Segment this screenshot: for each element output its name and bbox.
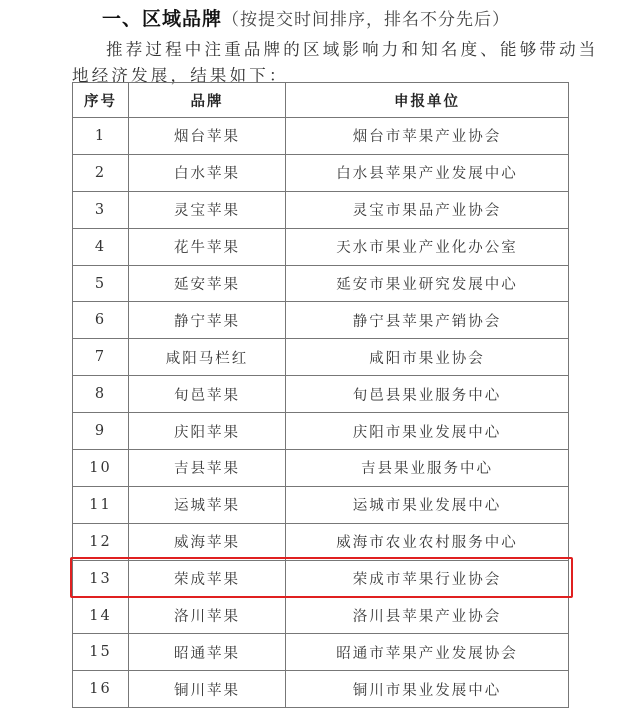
header-brand: 品牌 [129, 83, 286, 118]
cell-index: 2 [73, 154, 129, 191]
cell-brand: 白水苹果 [129, 154, 286, 191]
cell-brand: 花牛苹果 [129, 228, 286, 265]
cell-unit: 昭通市苹果产业发展协会 [286, 634, 569, 671]
table-row [73, 339, 569, 376]
section-title: 一、区域品牌 [102, 8, 223, 30]
cell-index: 3 [73, 191, 129, 228]
cell-index: 16 [73, 671, 129, 708]
cell-index: 15 [73, 634, 129, 671]
cell-index: 10 [73, 450, 129, 487]
cell-brand: 荣成苹果 [129, 560, 286, 597]
cell-brand: 烟台苹果 [129, 118, 286, 155]
cell-brand: 旬邑苹果 [129, 376, 286, 413]
table-row [73, 228, 569, 265]
cell-unit: 洛川县苹果产业协会 [286, 597, 569, 634]
cell-brand: 静宁苹果 [129, 302, 286, 339]
cell-index: 4 [73, 228, 129, 265]
header-unit: 申报单位 [286, 83, 569, 118]
cell-unit: 灵宝市果品产业协会 [286, 191, 569, 228]
cell-index: 11 [73, 486, 129, 523]
cell-index: 13 [73, 560, 129, 597]
cell-unit: 天水市果业产业化办公室 [286, 228, 569, 265]
cell-unit: 咸阳市果业协会 [286, 339, 569, 376]
cell-brand: 昭通苹果 [129, 634, 286, 671]
table-row [73, 376, 569, 413]
cell-index: 5 [73, 265, 129, 302]
cell-index: 8 [73, 376, 129, 413]
cell-brand: 运城苹果 [129, 486, 286, 523]
table-row [73, 450, 569, 487]
table-row [73, 413, 569, 450]
brand-table [72, 82, 569, 708]
paragraph-line-1: 推荐过程中注重品牌的区域影响力和知名度、能够带动当 [106, 40, 599, 59]
table-row [73, 523, 569, 560]
table-row [73, 191, 569, 228]
section-subtitle: （按提交时间排序，排名不分先后） [222, 10, 511, 30]
cell-brand: 吉县苹果 [129, 450, 286, 487]
section-heading [102, 4, 510, 31]
table-row [73, 560, 569, 597]
cell-index: 7 [73, 339, 129, 376]
header-index: 序号 [73, 83, 129, 118]
cell-unit: 铜川市果业发展中心 [286, 671, 569, 708]
paragraph-line-2: 地经济发展，结果如下： [72, 66, 289, 85]
table-row [73, 634, 569, 671]
cell-unit: 旬邑县果业服务中心 [286, 376, 569, 413]
cell-index: 14 [73, 597, 129, 634]
table-row [73, 486, 569, 523]
cell-unit: 吉县果业服务中心 [286, 450, 569, 487]
cell-index: 9 [73, 413, 129, 450]
cell-unit: 庆阳市果业发展中心 [286, 413, 569, 450]
table-row [73, 302, 569, 339]
cell-index: 6 [73, 302, 129, 339]
cell-unit: 荣成市苹果行业协会 [286, 560, 569, 597]
cell-unit: 威海市农业农村服务中心 [286, 523, 569, 560]
cell-brand: 铜川苹果 [129, 671, 286, 708]
cell-unit: 运城市果业发展中心 [286, 486, 569, 523]
cell-brand: 庆阳苹果 [129, 413, 286, 450]
table-row [73, 154, 569, 191]
cell-brand: 威海苹果 [129, 523, 286, 560]
table-row [73, 265, 569, 302]
cell-unit: 延安市果业研究发展中心 [286, 265, 569, 302]
cell-index: 12 [73, 523, 129, 560]
table-row [73, 118, 569, 155]
cell-brand: 咸阳马栏红 [129, 339, 286, 376]
cell-brand: 灵宝苹果 [129, 191, 286, 228]
table-header-row [73, 83, 569, 118]
cell-brand: 延安苹果 [129, 265, 286, 302]
cell-unit: 白水县苹果产业发展中心 [286, 154, 569, 191]
cell-index: 1 [73, 118, 129, 155]
cell-unit: 静宁县苹果产销协会 [286, 302, 569, 339]
cell-unit: 烟台市苹果产业协会 [286, 118, 569, 155]
cell-brand: 洛川苹果 [129, 597, 286, 634]
table-row [73, 671, 569, 708]
table-row [73, 597, 569, 634]
